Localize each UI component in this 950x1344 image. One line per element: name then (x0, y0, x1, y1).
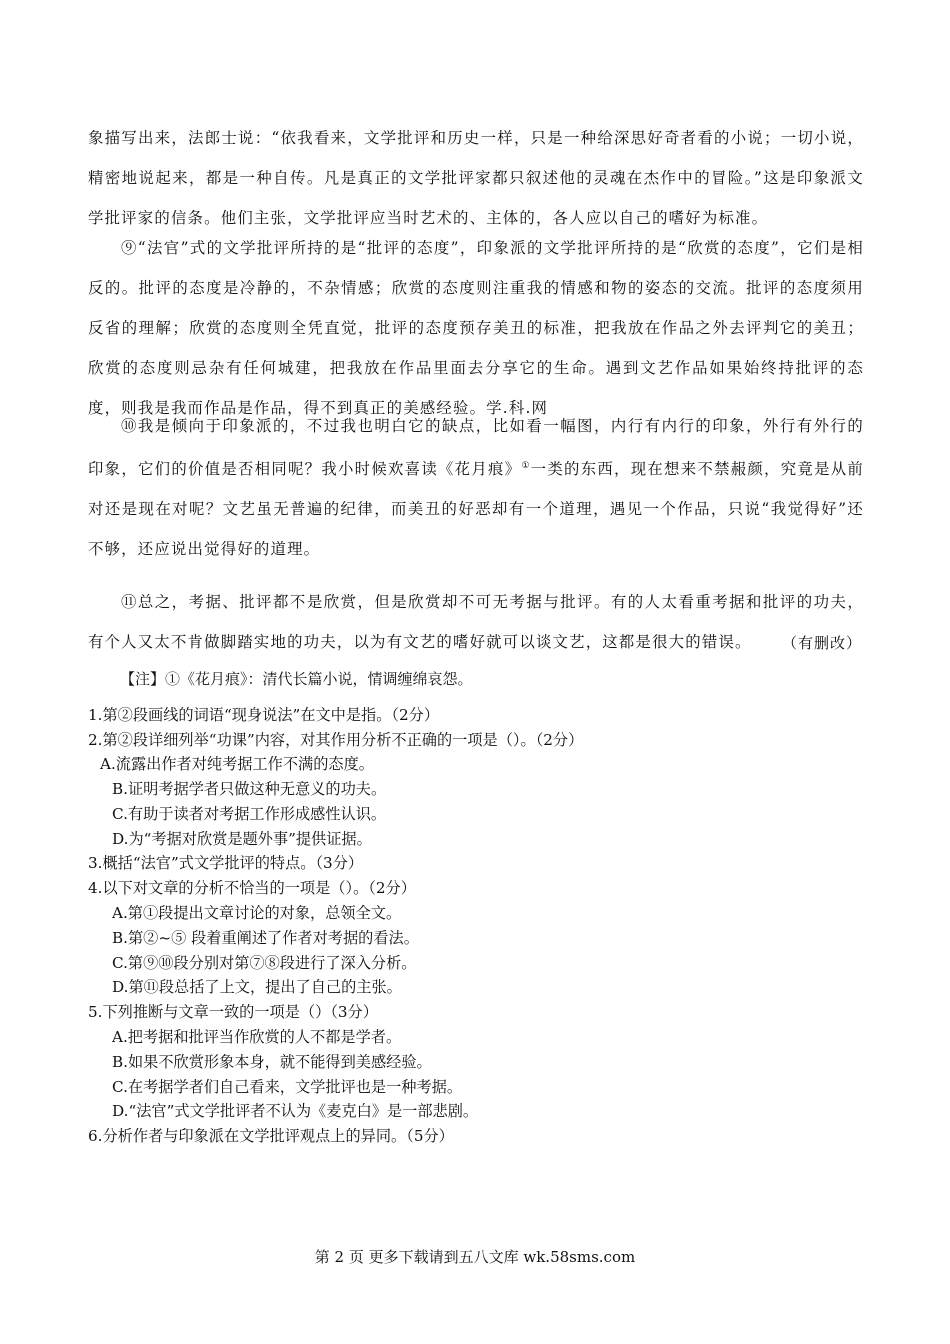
question-5-option-a: A.把考据和批评当作欣赏的人不都是学者。 (112, 1028, 402, 1046)
footnote-marker: ① (521, 461, 531, 471)
question-6: 6.分析作者与印象派在文学批评观点上的异同。（5分） (88, 1127, 454, 1145)
question-2-option-a: A.流露出作者对纯考据工作不满的态度。 (100, 755, 374, 773)
paragraph-10 (88, 406, 864, 569)
question-4-option-b: B.第②~⑤ 段着重阐述了作者对考据的看法。 (112, 929, 419, 947)
question-2: 2.第②段详细列举“功课”内容，对其作用分析不正确的一项是（）。（2分） (88, 731, 584, 749)
question-4-option-a: A.第①段提出文章讨论的对象，总领全文。 (112, 904, 402, 922)
source-note: （有删改） (781, 634, 862, 652)
question-3: 3.概括“法官”式文学批评的特点。（3分） (88, 854, 364, 872)
question-4-option-d: D.第⑪段总括了上文，提出了自己的主张。 (112, 978, 402, 996)
question-5: 5.下列推断与文章一致的一项是（）（3分） (88, 1003, 378, 1021)
paragraph-11: ⑪总之，考据、批评都不是欣赏，但是欣赏却不可无考据与批评。有的人太看重考据和批评的功夫，有个人又太不肯做脚踏实地的功夫，以为有文艺的嗜好就可以谈文艺，这都是很大的错误。 (88, 593, 864, 651)
question-2-option-d: D.为“考据对欣赏是题外事”提供证据。 (112, 830, 372, 848)
question-5-option-c: C.在考据学者们自己看来，文学批评也是一种考据。 (112, 1078, 463, 1096)
footnote: 【注】①《花月痕》：清代长篇小说，情调缠绵哀怨。 (120, 670, 473, 688)
question-2-option-c: C.有助于读者对考据工作形成感性认识。 (112, 805, 387, 823)
paragraph-9: ⑨“法官”式的文学批评所持的是“批评的态度”，印象派的文学批评所持的是“欣赏的态度”，它们是相反的。批评的态度是冷静的，不杂情感；欣赏的态度则注重我的情感和物的姿态的交流。批评的态度须用反省的理解；欣赏的态度则全凭直觉，批评的态度预存美丑的标准，把我放在作品之外去评判它的美丑；欣赏的态度则忌杂有任何城建，把我放在作品里面去分享它的生命。遇到文艺作品如果始终持批评的态度，则我是我而作品是作品，得不到真正的美感经验。学.科.网 (88, 239, 864, 417)
question-4-option-c: C.第⑨⑩段分别对第⑦⑧段进行了深入分析。 (112, 954, 417, 972)
page-footer: 第 2 页 更多下载请到五八文库 wk.58sms.com (314, 1248, 636, 1266)
paragraph-8-continuation: 象描写出来，法郎士说：“依我看来，文学批评和历史一样，只是一种给深思好奇者看的小说；一切小说，精密地说起来，都是一种自传。凡是真正的文学批评家都只叙述他的灵魂在杰作中的冒险。”这是印象派文学批评家的信条。他们主张，文学批评应当时艺术的、主体的，各人应以自己的嗜好为标准。 (88, 129, 864, 227)
question-1: 1.第②段画线的词语“现身说法”在文中是指。（2分） (88, 706, 440, 724)
question-5-option-d: D.“法官”式文学批评者不认为《麦克白》是一部悲剧。 (112, 1102, 479, 1120)
question-5-option-b: B.如果不欣赏形象本身，就不能得到美感经验。 (112, 1053, 432, 1071)
question-2-option-b: B.证明考据学者只做这种无意义的功夫。 (112, 780, 387, 798)
question-4: 4.以下对文章的分析不恰当的一项是（）。（2分） (88, 879, 416, 897)
paragraph-10-text-a: ⑩我是倾向于印象派的，不过我也明白它的缺点，比如看一幅图，内行有内行的印象，外行有外行的印象，它们的价值是否相同呢？我小时候欢喜读《花月痕》 (88, 417, 864, 479)
paragraph-10-text-b: 一类的东西，现在想来不禁赧颜，究竟是从前对还是现在对呢？文艺虽无普遍的纪律，而美丑的好恶却有一个道理，遇见一个作品，只说“我觉得好”还不够，还应说出觉得好的道理。 (88, 460, 864, 559)
